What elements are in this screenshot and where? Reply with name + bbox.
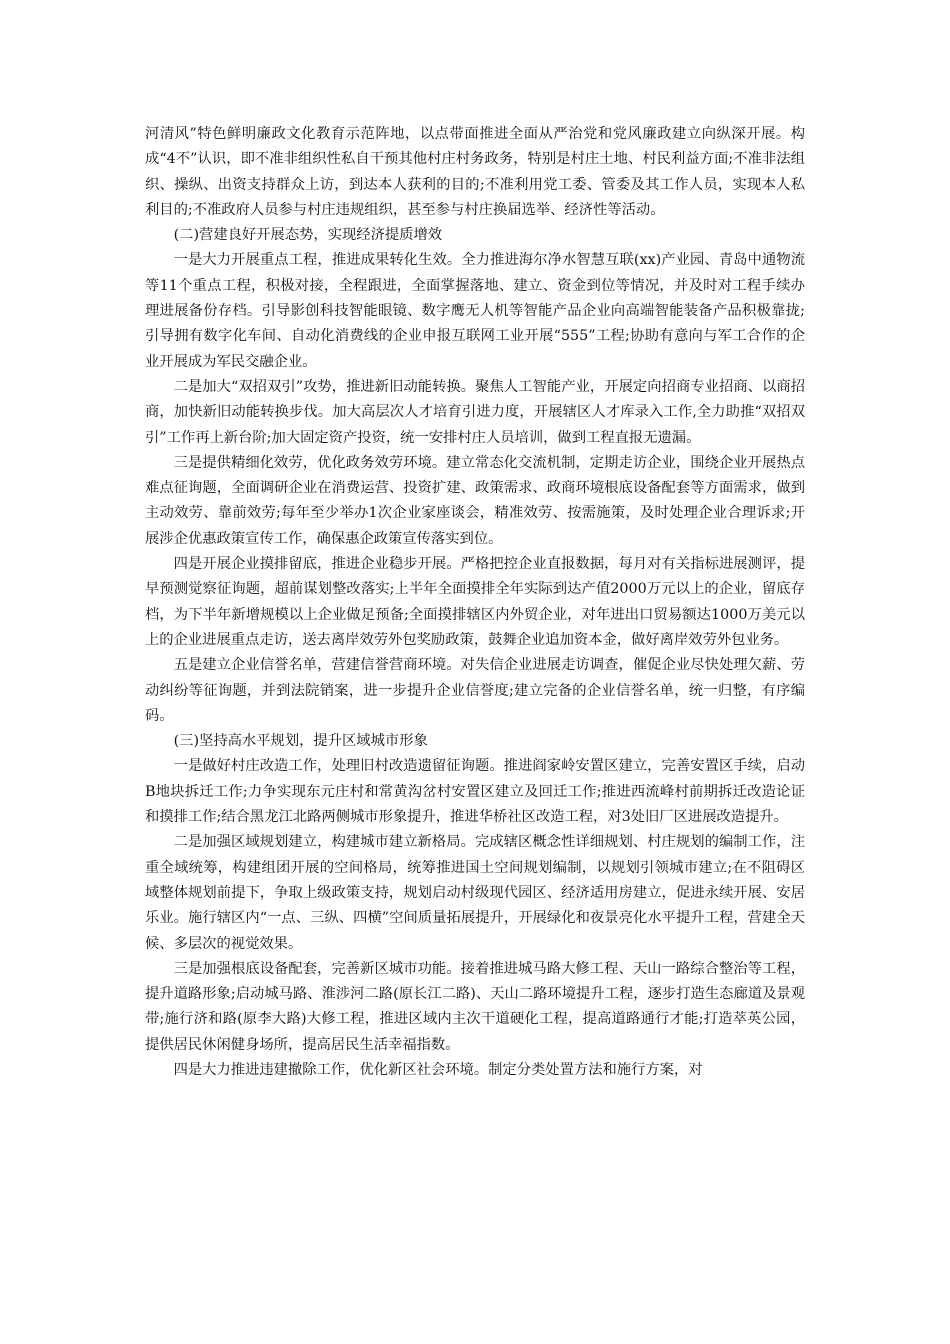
section-heading-2: (二)营建良好开展态势，实现经济提质增效 — [173, 227, 443, 244]
paragraph-credit-list: 五是建立企业信誉名单，营建信誉营商环境。对失信企业进展走访调查，催促企业尽快处理欠薪、劳动纠纷等征询题，并到法院销案，进一步提升企业信誉度;建立完备的企业信誉名单，统一归整，有序编码。 — [145, 657, 805, 724]
paragraph-enterprise-survey: 四是开展企业摸排留底，推进企业稳步开展。严格把控企业直报数据，每月对有关指标进展测评，提早预测觉察征询题，超前谋划整改落实;上半年全面摸排全年实际到达产值2000万元以上的企业，留底存档，为下半年新增规模以上企业做足预备;全面摸排辖区内外贸企业，对年进出口贸易额达1000万美元以上的企业进展重点走访，送去离岸效劳外包奖励政策，鼓舞企业追加资本金，做好离岸效劳外包业务。 — [145, 556, 805, 648]
paragraph-regional-planning: 二是加强区域规划建立，构建城市建立新格局。完成辖区概念性详细规划、村庄规划的编制工作，注重全域统筹，构建组团开展的空间格局，统筹推进国土空间规划编制，以规划引领城市建立;在不阻碍区域整体规划前提下，争取上级政策支持，规划启动村级现代园区、经济适用房建立，促进永续开展、安居乐业。施行辖区内“一点、三纵、四横”空间质量拓展提升，开展绿化和夜景亮化水平提升工程，营建全天候、多层次的视觉效果。 — [145, 834, 805, 952]
paragraph-government-service: 三是提供精细化效劳，优化政务效劳环境。建立常态化交流机制，定期走访企业，围绕企业开展热点难点征询题，全面调研企业在消费运营、投资扩建、政策需求、政商环境根底设备配套等方面需求，做到主动效劳、靠前效劳;每年至少举办1次企业家座谈会，精准效劳、按需施策，及时处理企业合理诉求;开展涉企优惠政策宣传工作，确保惠企政策宣传落实到位。 — [145, 454, 805, 547]
paragraph-infrastructure: 三是加强根底设备配套，完善新区城市功能。接着推进城马路大修工程、天山一路综合整治等工程，提升道路形象;启动城马路、淮涉河二路(原长江二路)、天山二路环境提升工程，逐步打造生态廊道及景观带;施行济和路(原李大路)大修工程，推进区域内主次干道硬化工程，提高道路通行才能;打造萃英公园，提供居民休闲健身场所，提高居民生活幸福指数。 — [145, 960, 805, 1053]
document-body — [145, 122, 805, 1083]
paragraph-village-renovation: 一是做好村庄改造工作，处理旧村改造遗留征询题。推进阎家岭安置区建立，完善安置区手续，启动B地块拆迁工作;力争实现东元庄村和常黄沟岔村安置区建立及回迁工作;推进西流峰村前期拆迁改造论证和摸排工作;结合黑龙江北路两侧城市形象提升，推进华桥社区改造工程，对3处旧厂区进展改造提升。 — [145, 758, 805, 826]
paragraph-continuation: 河清风”特色鲜明廉政文化教育示范阵地，以点带面推进全面从严治党和党风廉政建立向纵深开展。构成“4不”认识，即不准非组织性私自干预其他村庄村务政务，特别是村庄土地、村民利益方面;不准非法组织、操纵、出资支持群众上访，到达本人获利的目的;不准利用党工委、管委及其工作人员，实现本人私利目的;不准政府人员参与村庄违规组织，甚至参与村庄换届选举、经济性等活动。 — [145, 126, 805, 218]
paragraph-demolition: 四是大力推进违建撤除工作，优化新区社会环境。制定分类处置方法和施行方案，对 — [173, 1061, 703, 1078]
paragraph-key-projects: 一是大力开展重点工程，推进成果转化生效。全力推进海尔净水智慧互联(xx)产业园、青岛中通物流等11个重点工程，积极对接，全程跟进，全面掌握落地、建立、资金到位等情况，并及时对工程手续办理进展备份存档。引导影创科技智能眼镜、数字鹰无人机等智能产品企业向高端智能装备产品积极靠拢;引导拥有数字化车间、自动化消费线的企业申报互联网工业开展“555”工程;协助有意向与军工合作的企业开展成为军民交融企业。 — [145, 252, 805, 370]
paragraph-investment-attraction: 二是加大“双招双引”攻势，推进新旧动能转换。聚焦人工智能产业，开展定向招商专业招商、以商招商，加快新旧动能转换步伐。加大高层次人才培育引进力度，开展辖区人才库录入工作,全力助推“双招双引”工作再上新台阶;加大固定资产投资，统一安排村庄人员培训，做到工程直报无遗漏。 — [145, 378, 805, 446]
section-heading-3: (三)坚持高水平规划，提升区域城市形象 — [173, 733, 428, 750]
